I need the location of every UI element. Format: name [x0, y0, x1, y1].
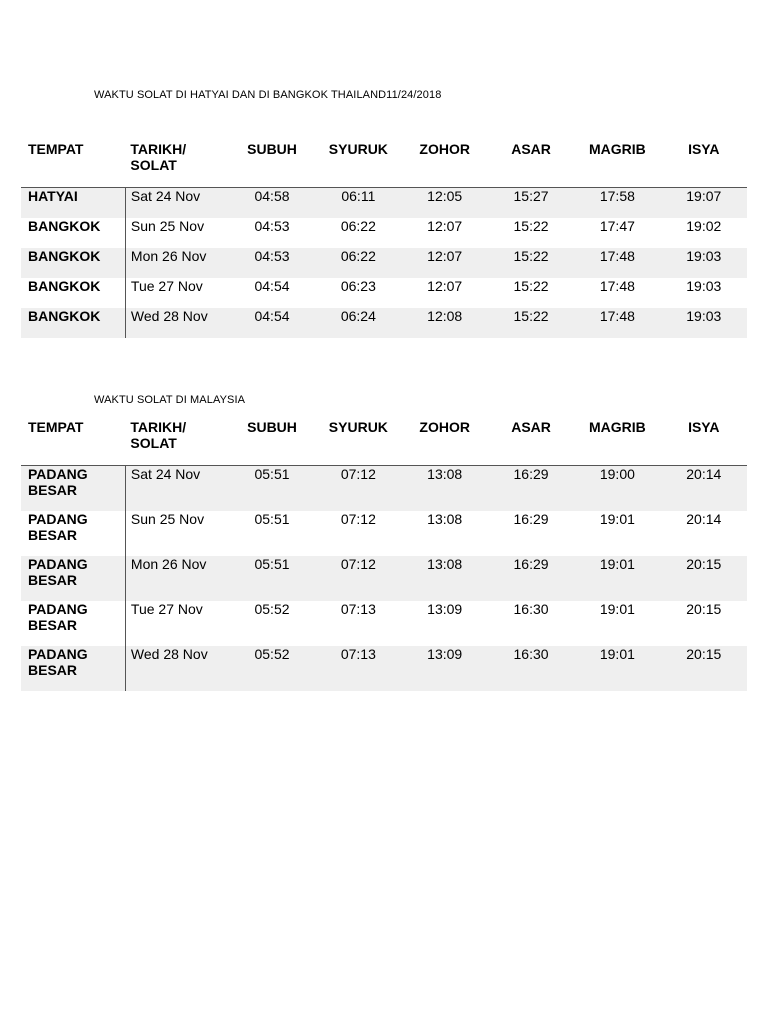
magrib-cell: 19:01 [574, 556, 660, 601]
header-isya: ISYA [661, 419, 747, 466]
isya-cell: 19:02 [686, 218, 722, 234]
table-row [21, 646, 747, 691]
isya-cell: 19:03 [661, 248, 747, 278]
header-tarikh-solat [125, 419, 228, 466]
table-row [21, 601, 747, 646]
table-row [21, 218, 747, 248]
subuh-cell: 04:54 [229, 308, 315, 338]
magrib-cell: 17:48 [574, 308, 660, 338]
isya-cell: 20:14 [661, 466, 747, 512]
subuh-cell: 05:51 [254, 511, 290, 527]
zohor-cell: 12:08 [402, 308, 488, 338]
date-cell: Mon 26 Nov [125, 556, 228, 601]
place-cell [21, 646, 125, 691]
place-line1: PADANG [28, 556, 88, 572]
magrib-cell: 17:58 [574, 188, 660, 219]
place-line1: PADANG [28, 466, 88, 482]
magrib-cell: 17:47 [599, 218, 635, 234]
header-asar: ASAR [488, 419, 574, 466]
header-subuh: SUBUH [229, 419, 315, 466]
syuruk-cell: 06:22 [315, 248, 401, 278]
place-line2: BESAR [28, 527, 78, 543]
date-cell: Sat 24 Nov [125, 466, 228, 512]
date-cell: Tue 27 Nov [130, 278, 203, 294]
place-cell: HATYAI [21, 188, 125, 219]
place-cell: BANGKOK [21, 308, 125, 338]
syuruk-cell: 07:12 [315, 466, 401, 512]
table-row [21, 278, 747, 308]
place-cell [21, 511, 125, 556]
asar-cell: 15:22 [513, 218, 549, 234]
syuruk-cell: 06:23 [340, 278, 376, 294]
place-cell: BANGKOK [21, 248, 125, 278]
place-cell: BANGKOK [21, 218, 125, 248]
header-tarikh-solat [125, 141, 228, 188]
header-zohor: ZOHOR [402, 141, 488, 188]
table-row [21, 556, 747, 601]
subuh-cell: 05:52 [229, 646, 315, 691]
zohor-cell: 13:09 [402, 646, 488, 691]
place-line2: BESAR [28, 617, 78, 633]
subuh-cell: 05:51 [229, 556, 315, 601]
header-syuruk: SYURUK [315, 419, 401, 466]
header-tarikh-line1: TARIKH/ [130, 141, 187, 157]
isya-cell: 20:15 [661, 646, 747, 691]
asar-cell: 16:30 [513, 601, 549, 617]
zohor-cell: 12:07 [402, 248, 488, 278]
magrib-cell: 17:48 [574, 248, 660, 278]
place-line2: BESAR [28, 662, 78, 678]
syuruk-cell: 06:11 [315, 188, 401, 219]
section1-caption: WAKTU SOLAT DI HATYAI DAN DI BANGKOK THAILAND11/24/2018 [94, 89, 442, 101]
place-line2: BESAR [28, 482, 78, 498]
header-tempat: TEMPAT [21, 419, 125, 466]
place-line1: PADANG [28, 646, 88, 662]
subuh-cell: 04:53 [229, 248, 315, 278]
header-magrib: MAGRIB [574, 141, 660, 188]
magrib-cell: 17:48 [599, 278, 635, 294]
asar-cell: 15:27 [488, 188, 574, 219]
date-cell: Sun 25 Nov [130, 511, 205, 527]
magrib-cell: 19:01 [574, 646, 660, 691]
header-isya: ISYA [661, 141, 747, 188]
header-asar: ASAR [488, 141, 574, 188]
place-line1: PADANG [28, 601, 88, 617]
magrib-cell: 19:01 [599, 601, 635, 617]
date-cell: Mon 26 Nov [125, 248, 228, 278]
magrib-cell: 19:01 [599, 511, 635, 527]
place-line1: PADANG [28, 511, 88, 527]
date-cell: Sat 24 Nov [125, 188, 228, 219]
isya-cell: 19:07 [661, 188, 747, 219]
header-subuh: SUBUH [229, 141, 315, 188]
syuruk-cell: 06:22 [340, 218, 376, 234]
zohor-cell: 13:08 [427, 511, 463, 527]
zohor-cell: 13:08 [402, 556, 488, 601]
zohor-cell: 12:07 [427, 278, 463, 294]
date-cell: Tue 27 Nov [130, 601, 203, 617]
place-cell [21, 601, 125, 646]
malaysia-prayer-times-table [21, 419, 747, 691]
header-magrib: MAGRIB [574, 419, 660, 466]
syuruk-cell: 07:12 [340, 511, 376, 527]
table-header-row [21, 141, 747, 188]
table-row [21, 308, 747, 338]
section2-caption: WAKTU SOLAT DI MALAYSIA [94, 394, 246, 406]
subuh-cell: 04:54 [254, 278, 290, 294]
header-tarikh-line2: SOLAT [130, 157, 177, 173]
subuh-cell: 05:51 [229, 466, 315, 512]
syuruk-cell: 07:13 [340, 601, 376, 617]
table-row [21, 248, 747, 278]
thailand-prayer-times-table [21, 141, 747, 338]
table-row [21, 511, 747, 556]
header-tempat: TEMPAT [21, 141, 125, 188]
table-header-row [21, 419, 747, 466]
isya-cell: 20:15 [686, 601, 722, 617]
subuh-cell: 04:53 [254, 218, 290, 234]
asar-cell: 15:22 [513, 278, 549, 294]
syuruk-cell: 06:24 [315, 308, 401, 338]
syuruk-cell: 07:12 [315, 556, 401, 601]
isya-cell: 19:03 [661, 308, 747, 338]
table-row [21, 466, 747, 512]
asar-cell: 16:29 [513, 511, 549, 527]
asar-cell: 16:30 [488, 646, 574, 691]
asar-cell: 15:22 [488, 308, 574, 338]
place-cell: BANGKOK [21, 278, 125, 308]
isya-cell: 19:03 [686, 278, 722, 294]
header-tarikh-line1: TARIKH/ [130, 419, 187, 435]
place-cell [21, 556, 125, 601]
date-cell: Wed 28 Nov [125, 308, 228, 338]
asar-cell: 16:29 [488, 556, 574, 601]
asar-cell: 15:22 [488, 248, 574, 278]
date-cell: Wed 28 Nov [125, 646, 228, 691]
isya-cell: 20:14 [686, 511, 722, 527]
zohor-cell: 13:08 [402, 466, 488, 512]
zohor-cell: 13:09 [427, 601, 463, 617]
place-line2: BESAR [28, 572, 78, 588]
table-row [21, 188, 747, 219]
zohor-cell: 12:07 [427, 218, 463, 234]
subuh-cell: 04:58 [229, 188, 315, 219]
subuh-cell: 05:52 [254, 601, 290, 617]
header-syuruk: SYURUK [315, 141, 401, 188]
place-cell [21, 466, 125, 512]
zohor-cell: 12:05 [402, 188, 488, 219]
isya-cell: 20:15 [661, 556, 747, 601]
date-cell: Sun 25 Nov [130, 218, 205, 234]
syuruk-cell: 07:13 [315, 646, 401, 691]
header-tarikh-line2: SOLAT [130, 435, 177, 451]
header-zohor: ZOHOR [402, 419, 488, 466]
magrib-cell: 19:00 [574, 466, 660, 512]
asar-cell: 16:29 [488, 466, 574, 512]
